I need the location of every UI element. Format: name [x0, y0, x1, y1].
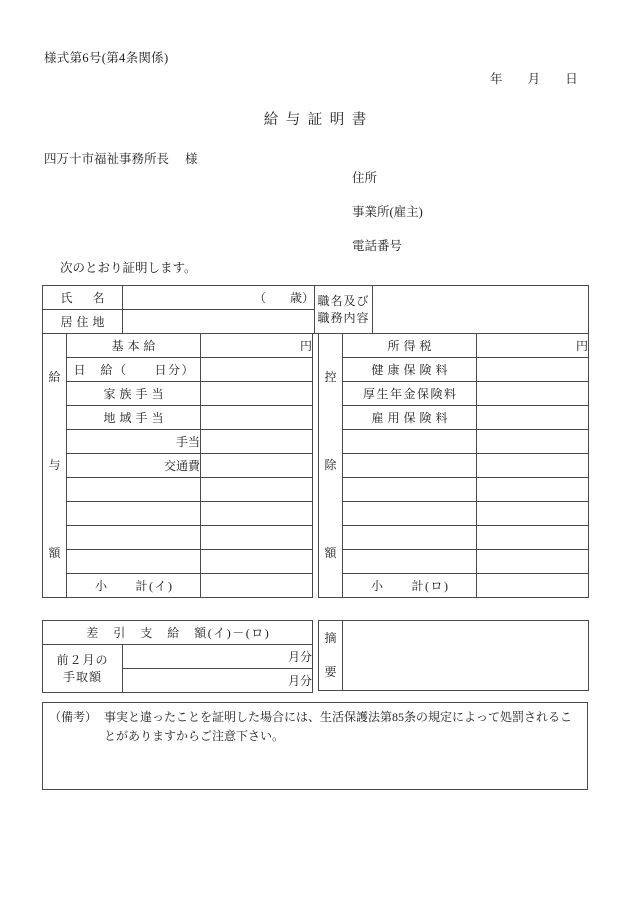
salary-vertical-label-char: 与	[48, 457, 61, 472]
deduction-row-label	[343, 478, 477, 502]
table-row	[43, 430, 313, 454]
deduction-row-value[interactable]	[477, 406, 589, 430]
salary-row-label: 地域手当	[67, 406, 201, 430]
salary-vertical-label	[43, 334, 67, 598]
deduction-subtotal-label: 小 計(ロ)	[343, 574, 477, 598]
table-row	[43, 406, 313, 430]
table-row	[43, 502, 313, 526]
position-label-line2: 職務内容	[317, 310, 370, 325]
salary-subtotal-label: 小 計(イ)	[67, 574, 201, 598]
deduction-row-label	[343, 430, 477, 454]
table-row	[319, 621, 589, 691]
salary-vertical-label-char: 給	[48, 370, 61, 385]
salary-row-value[interactable]: 円	[201, 334, 313, 358]
note-text: 事実と違ったことを証明した場合には、生活保護法第85条の規定によって処罰されることがありますからご注意下さい。	[104, 710, 573, 744]
salary-row-label: 交通費	[67, 454, 201, 478]
table-row	[319, 430, 589, 454]
date-line	[490, 69, 578, 87]
table-row	[43, 550, 313, 574]
deduction-row-label	[343, 454, 477, 478]
salary-row-label: 日 給（ 日分）	[67, 358, 201, 382]
deduction-vertical-label-char: 額	[324, 545, 337, 560]
deduction-row-label	[343, 550, 477, 574]
table-row	[43, 526, 313, 550]
remarks-label	[319, 621, 343, 691]
employer-address-label: 住所	[352, 171, 378, 185]
deduction-row-value[interactable]	[477, 430, 589, 454]
salary-row-label	[67, 478, 201, 502]
table-row	[319, 478, 589, 502]
form-number: 様式第6号(第4条関係)	[44, 51, 169, 65]
salary-row-label	[67, 526, 201, 550]
table-row	[319, 406, 589, 430]
addressee-honorific: 様	[185, 152, 198, 166]
note-text-wrapper	[49, 708, 579, 746]
note-tag: （備考）	[49, 710, 98, 724]
deduction-row-value[interactable]	[477, 358, 589, 382]
deduction-row-label	[343, 526, 477, 550]
net-payment-label: 差 引 支 給 額(イ)－(ロ)	[43, 621, 313, 645]
table-row	[319, 334, 589, 358]
previous-months-label	[43, 645, 123, 693]
employer-phone-label: 電話番号	[352, 239, 403, 253]
deduction-row-value[interactable]	[477, 478, 589, 502]
table-row	[43, 645, 313, 669]
salary-row-value[interactable]	[201, 526, 313, 550]
addressee-name: 四万十市福祉事務所長	[44, 152, 170, 166]
date-month-label: 月	[527, 72, 541, 86]
salary-row-label	[67, 502, 201, 526]
deduction-vertical-label-char: 控	[324, 370, 337, 385]
identity-table	[42, 285, 589, 334]
deduction-row-value[interactable]	[477, 550, 589, 574]
remarks-table	[318, 620, 589, 691]
deduction-row-value[interactable]	[477, 502, 589, 526]
deduction-row-value[interactable]	[477, 526, 589, 550]
deduction-row-label: 健康保険料	[343, 358, 477, 382]
table-row	[319, 550, 589, 574]
deduction-row-label: 所得税	[343, 334, 477, 358]
salary-row-value[interactable]	[201, 406, 313, 430]
table-row	[43, 478, 313, 502]
salary-row-label: 基本給	[67, 334, 201, 358]
residence-label: 居住地	[43, 310, 123, 334]
deduction-row-value[interactable]: 円	[477, 334, 589, 358]
remarks-vertical-label-char: 要	[324, 665, 337, 680]
remarks-vertical-label-char: 摘	[324, 630, 337, 645]
table-row	[43, 358, 313, 382]
table-row	[43, 286, 589, 310]
table-row	[319, 454, 589, 478]
previous-month-field-2[interactable]: 月分	[123, 669, 313, 693]
previous-month-field-1[interactable]: 月分	[123, 645, 313, 669]
deduction-vertical-label	[319, 334, 343, 598]
date-year-label: 年	[490, 72, 503, 86]
deduction-row-value[interactable]	[477, 382, 589, 406]
salary-row-value[interactable]	[201, 382, 313, 406]
position-label-line1: 職名及び	[317, 294, 370, 309]
table-row	[319, 526, 589, 550]
position-label	[315, 286, 373, 334]
residence-field[interactable]	[123, 310, 315, 334]
deduction-table	[318, 333, 589, 598]
addressee-line	[44, 149, 198, 167]
previous-months-label-line2: 手取額	[62, 669, 102, 684]
table-row	[43, 382, 313, 406]
name-label: 氏 名	[43, 286, 123, 310]
salary-row-label: 家族手当	[67, 382, 201, 406]
table-row	[43, 454, 313, 478]
statement-line: 次のとおり証明します。	[60, 261, 197, 275]
deduction-row-value[interactable]	[477, 454, 589, 478]
deduction-subtotal-value[interactable]	[477, 574, 589, 598]
previous-months-label-line1: 前２月の	[56, 653, 109, 668]
table-row	[43, 334, 313, 358]
table-row	[43, 574, 313, 598]
salary-vertical-label-char: 額	[48, 545, 61, 560]
page-title: 給与証明書	[263, 112, 374, 128]
employer-office-label: 事業所(雇主)	[352, 205, 423, 219]
remarks-field[interactable]	[343, 621, 589, 691]
table-row	[319, 358, 589, 382]
note-box	[42, 702, 588, 790]
table-row	[319, 382, 589, 406]
table-row	[43, 621, 313, 645]
salary-table	[42, 333, 313, 598]
salary-row-value[interactable]	[201, 502, 313, 526]
summary-table	[42, 620, 313, 693]
deduction-row-label: 雇用保険料	[343, 406, 477, 430]
salary-row-value[interactable]	[201, 358, 313, 382]
salary-row-value[interactable]	[201, 550, 313, 574]
employer-block	[352, 168, 423, 254]
salary-row-value[interactable]	[201, 454, 313, 478]
deduction-vertical-label-char: 除	[324, 457, 337, 472]
salary-row-value[interactable]	[201, 478, 313, 502]
date-day-label: 日	[565, 72, 578, 86]
deduction-row-label: 厚生年金保険料	[343, 382, 477, 406]
salary-row-value[interactable]	[201, 430, 313, 454]
deduction-row-label	[343, 502, 477, 526]
table-row	[319, 574, 589, 598]
name-field[interactable]: （ 歳）	[123, 286, 315, 310]
position-field[interactable]	[373, 286, 589, 334]
salary-row-label: 手当	[67, 430, 201, 454]
salary-row-label	[67, 550, 201, 574]
table-row	[319, 502, 589, 526]
salary-subtotal-value[interactable]	[201, 574, 313, 598]
